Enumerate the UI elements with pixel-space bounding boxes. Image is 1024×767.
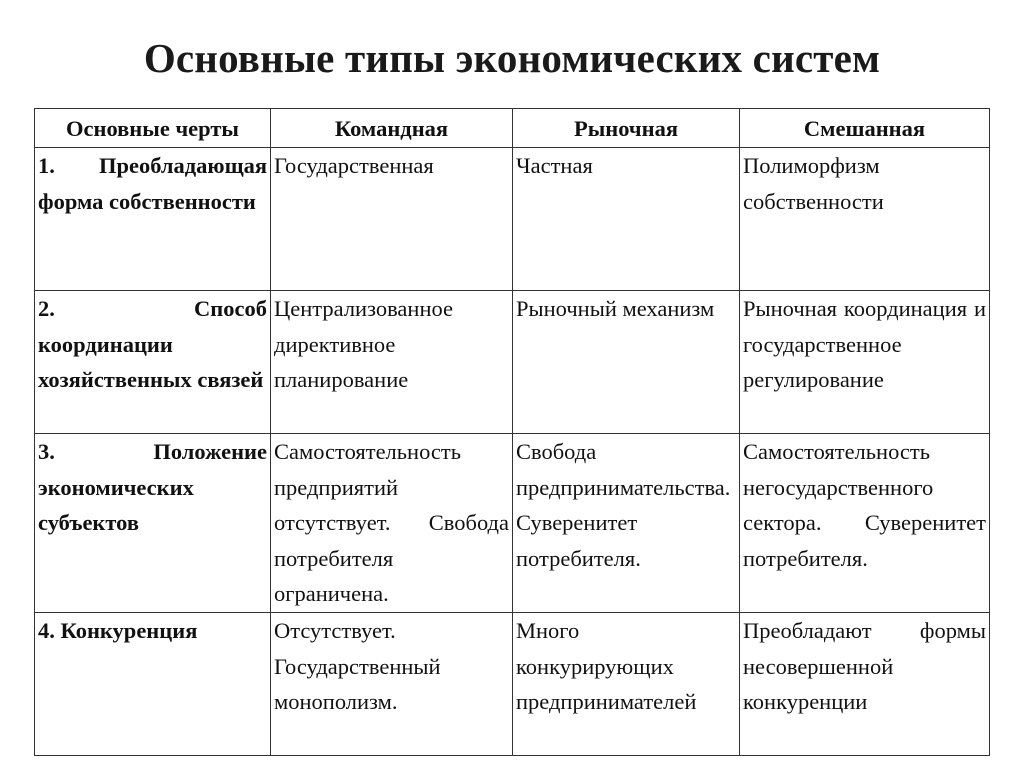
table-row <box>35 291 990 434</box>
table-row <box>35 434 990 613</box>
feature-cell: 4. Конкуренция <box>35 613 271 756</box>
mixed-cell: Рыночная координация и государственное регулирование <box>740 291 990 434</box>
table-row <box>35 148 990 291</box>
page-title: Основные типы экономических систем <box>143 35 881 81</box>
mixed-cell: Полиморфизм собственности <box>740 148 990 291</box>
header-mixed: Смешанная <box>740 109 990 148</box>
command-cell: Централизованное директивное планирование <box>271 291 513 434</box>
market-cell: Много конкурирующих предпринимателей <box>513 613 740 756</box>
command-cell: Государственная <box>271 148 513 291</box>
command-cell: Отсутствует. Государственный монополизм. <box>271 613 513 756</box>
header-market: Рыночная <box>513 109 740 148</box>
header-command: Командная <box>271 109 513 148</box>
mixed-cell: Преобладают формы несовершенной конкуренции <box>740 613 990 756</box>
market-cell: Частная <box>513 148 740 291</box>
economic-systems-table <box>34 108 990 756</box>
table-row <box>35 613 990 756</box>
mixed-cell: Самостоятельность негосударственного сектора. Суверенитет потребителя. <box>740 434 990 613</box>
table-header-row <box>35 109 990 148</box>
market-cell: Рыночный механизм <box>513 291 740 434</box>
feature-cell: 2. Способ координации хозяйственных связей <box>35 291 271 434</box>
feature-cell: 1. Преобладающая форма собственности <box>35 148 271 291</box>
market-cell: Свобода предпринимательства. Суверенитет потребителя. <box>513 434 740 613</box>
command-cell: Самостоятельность предприятий отсутствует. Свобода потребителя ограничена. <box>271 434 513 613</box>
feature-cell: 3. Положение экономических субъектов <box>35 434 271 613</box>
header-features: Основные черты <box>35 109 271 148</box>
